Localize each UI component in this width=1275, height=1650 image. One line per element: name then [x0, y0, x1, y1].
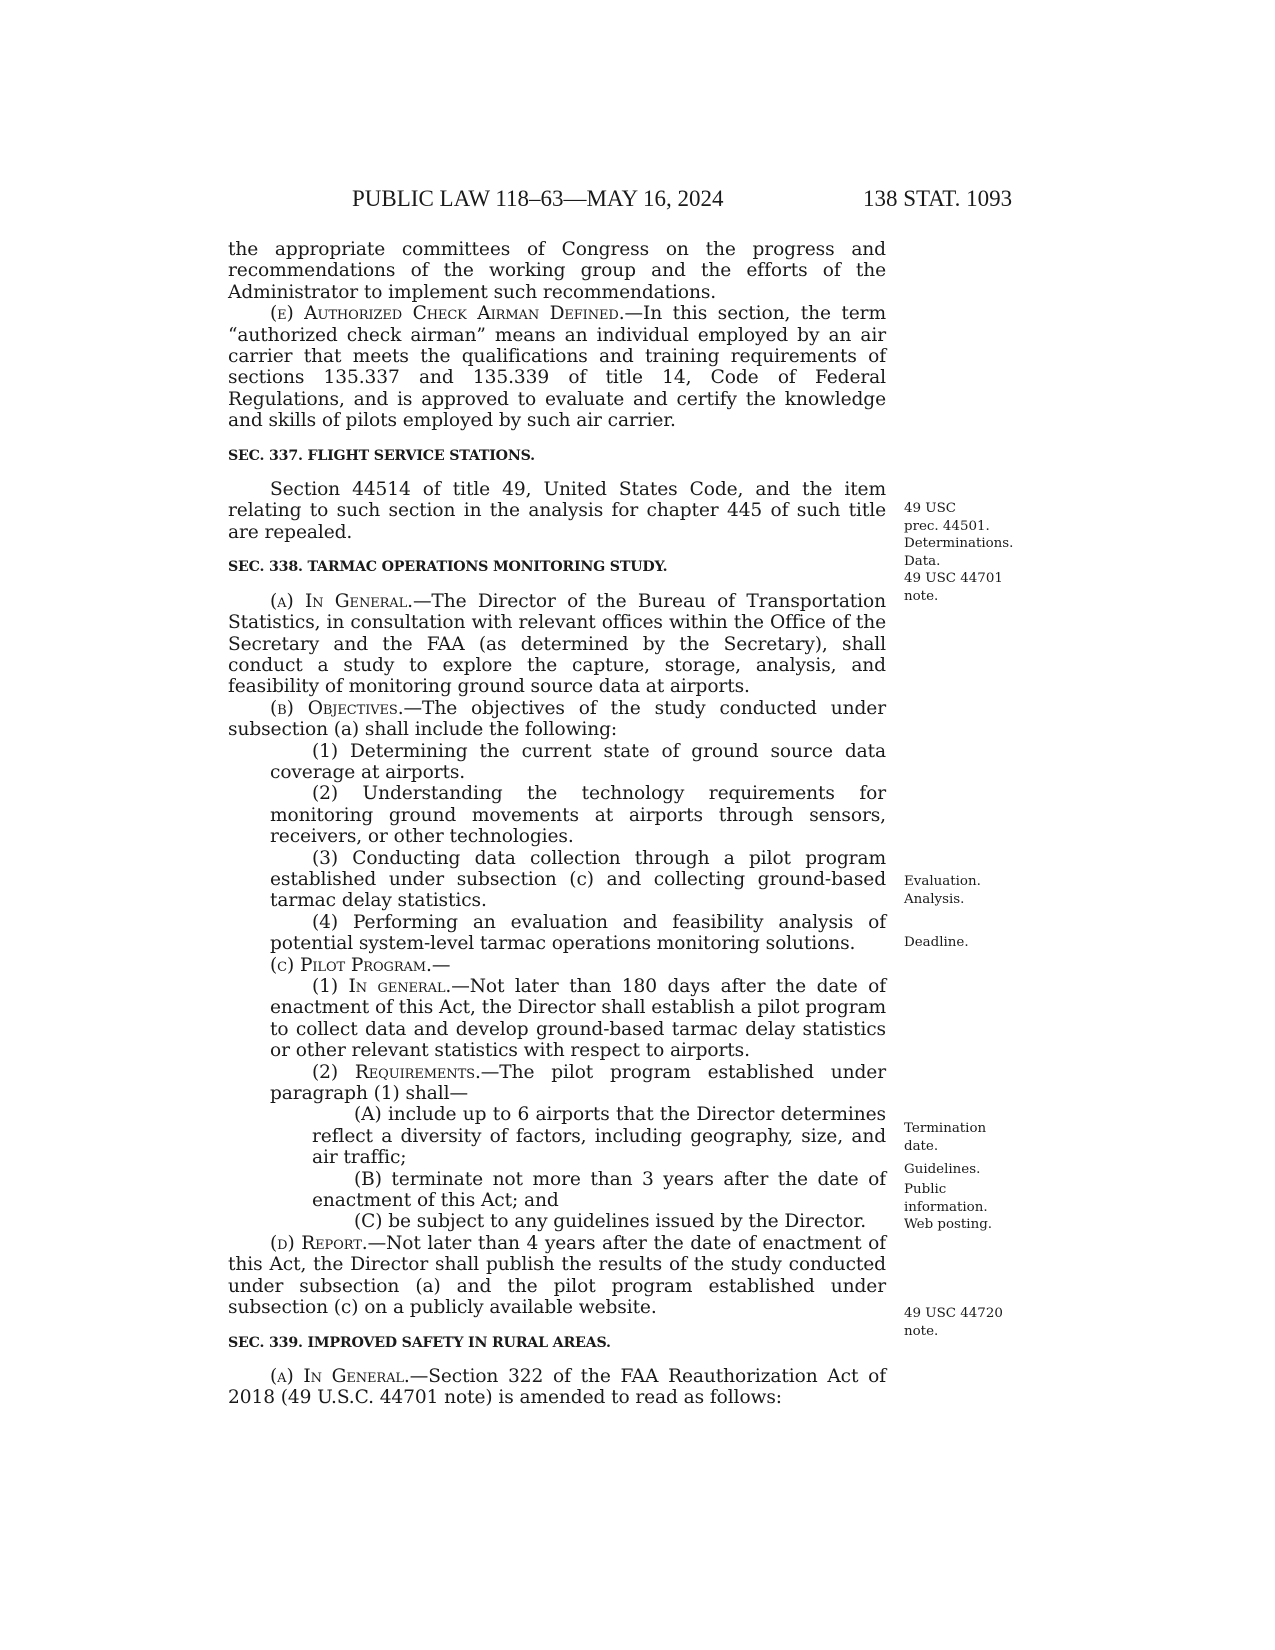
section-339-heading: SEC. 339. IMPROVED SAFETY IN RURAL AREAS. — [228, 1334, 611, 1351]
subsection-text: —Section 322 of the FAA Reauthorization Act of 2018 (49 U.S.C. 44701 note) is amended to read as follows: — [228, 1365, 886, 1409]
section-339-subsection-a — [228, 1366, 886, 1409]
margin-note-line: 49 USC — [904, 501, 956, 516]
margin-note-usc-prec — [904, 500, 1024, 535]
subsection-c — [228, 955, 886, 976]
subsection-e — [228, 303, 886, 431]
margin-note-line: Termination — [904, 1121, 987, 1136]
margin-note-termination — [904, 1120, 1024, 1155]
subparagraph-b: (B) terminate not more than 3 years after the date of enactment of this Act; and — [312, 1168, 886, 1212]
subparagraph-a: (A) include up to 6 airports that the Director determines reflect a diversity of factors, including geography, size, and air traffic; — [312, 1104, 886, 1169]
subsection-heading: (b) Objectives. — [270, 697, 404, 719]
paragraph-c2 — [228, 1062, 886, 1105]
margin-note-line: Public — [904, 1182, 947, 1197]
subsection-text: —In this section, the term “authorized check airman” means an individual employed by an air carrier that meets the qualifications and training requirements of sections 135.337 and 135.339 of title 14, Code of Federal Regulations, and is approved to evaluate and certify the knowledge and skills of pilots employed by such air carrier. — [228, 303, 886, 432]
section-338-heading: SEC. 338. TARMAC OPERATIONS MONITORING STUDY. — [228, 559, 668, 576]
margin-note-line: Guidelines. — [904, 1162, 981, 1177]
body-text — [228, 239, 886, 1409]
margin-note-line: note. — [904, 1323, 939, 1339]
subsection-heading: (c) Pilot Program. — [270, 954, 432, 976]
subsection-d — [228, 1233, 886, 1319]
paragraph-b2: (2) Understanding the technology requirements for monitoring ground movements at airports through sensors, receivers, or other technologies. — [270, 783, 886, 848]
paragraph-b4: (4) Performing an evaluation and feasibility analysis of potential system-level tarmac operations monitoring solutions. — [270, 911, 886, 955]
margin-note-public-information — [904, 1181, 1024, 1234]
margin-note-line: Data. — [904, 553, 941, 569]
paragraph-b3: (3) Conducting data collection through a pilot program established under subsection (c) and collecting ground-based tarmac delay statistics. — [270, 847, 886, 912]
running-header-title: PUBLIC LAW 118–63—MAY 16, 2024 — [352, 186, 724, 211]
margin-note-evaluation — [904, 873, 1024, 908]
margin-note-line: Evaluation. — [904, 874, 981, 889]
margin-note-usc-44720 — [904, 1305, 1024, 1340]
margin-note-line: Web posting. — [904, 1217, 993, 1233]
subsection-text: — — [431, 954, 451, 976]
margin-note-line: date. — [904, 1138, 939, 1154]
paragraph-text: —The pilot program established under paragraph (1) shall— — [270, 1061, 886, 1105]
margin-note-line: Determinations. — [904, 536, 1014, 551]
subparagraph-c: (C) be subject to any guidelines issued by the Director. — [354, 1211, 867, 1233]
subsection-heading: (a) In General. — [270, 1365, 410, 1387]
subsection-text: —The Director of the Bureau of Transportation Statistics, in consultation with relevant offices within the Office of the Secretary and the FAA (as determined by the Secretary), shall conduct a study to explore the capture, storage, analysis, and feasibility of monitoring ground source data at airports. — [228, 590, 886, 698]
paragraph-c1 — [228, 976, 886, 1062]
subsection-heading: (e) Authorized Check Airman Defined. — [270, 303, 625, 325]
subsection-heading: (a) In General. — [270, 590, 413, 612]
paragraph-continued: the appropriate committees of Congress on the progress and recommendations of the working group and the efforts of the Administrator to implement such recommendations. — [228, 239, 886, 303]
section-337-heading: SEC. 337. FLIGHT SERVICE STATIONS. — [228, 447, 535, 464]
margin-note-line: 49 USC 44701 — [904, 571, 1003, 587]
subsection-a — [228, 591, 886, 698]
paragraph-b1: (1) Determining the current state of ground source data coverage at airports. — [270, 740, 886, 783]
margin-note-line: Deadline. — [904, 935, 969, 950]
margin-note-line: information. — [904, 1199, 988, 1215]
margin-note-line: Analysis. — [904, 891, 965, 907]
subsection-heading: (d) Report. — [270, 1232, 368, 1254]
margin-note-line: prec. 44501. — [904, 518, 990, 534]
margin-note-determinations — [904, 535, 1024, 605]
subsection-text: —The objectives of the study conducted under subsection (a) shall include the following: — [228, 697, 886, 741]
paragraph-heading: (1) In general. — [312, 976, 452, 997]
subsection-text: —Not later than 4 years after the date of enactment of this Act, the Director shall publish the results of the study conducted under subsection (a) and the pilot program established under subsection (c) on a publicly available website. — [228, 1232, 886, 1319]
subsection-b — [228, 698, 886, 741]
margin-note-line: 49 USC 44720 — [904, 1306, 1003, 1321]
margin-note-guidelines — [904, 1161, 1024, 1179]
margin-note-line: note. — [904, 588, 939, 604]
margin-note-deadline — [904, 934, 1024, 952]
section-337-text: Section 44514 of title 49, United States Code, and the item relating to such section in the analysis for chapter 445 of such title are repealed. — [228, 479, 886, 543]
page-stat-number: 138 STAT. 1093 — [863, 186, 1013, 211]
paragraph-heading: (2) Requirements. — [312, 1061, 481, 1083]
paragraph-text: —Not later than 180 days after the date of enactment of this Act, the Director shall establish a pilot program to collect data and develop ground-based tarmac delay statistics or other relevant statistics with respect to airports. — [270, 976, 886, 1062]
